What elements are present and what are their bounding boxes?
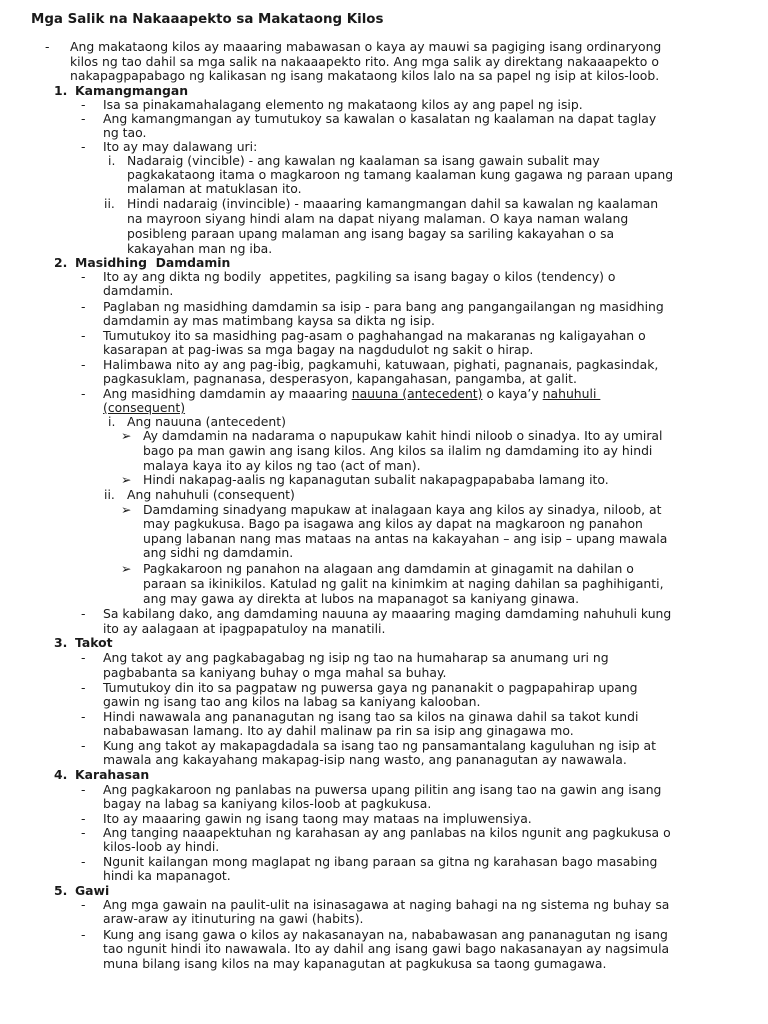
section-heading: Masidhing Damdamin (75, 255, 231, 270)
roman-numeral: ii. (104, 487, 115, 502)
dash-bullet: - (81, 782, 86, 797)
bullet-line: ng tao. (103, 125, 147, 140)
bullet-line: Tumutukoy din ito sa pagpataw ng puwersa gaya ng pananakit o pagpapahirap upang (103, 680, 638, 695)
arrow-item-line: ang sidhi ng damdamin. (143, 545, 294, 560)
arrow-item-line: Damdaming sinadyang mapukaw at inalagaan kaya ang kilos ay sinadya, niloob, at (143, 502, 662, 517)
arrow-item-line: ang may gawa ay direkta at lubos na mapanagot sa kaniyang ginawa. (143, 591, 580, 606)
sub-item-line: Hindi nadaraig (invincible) - maaaring kamangmangan dahil sa kawalan ng kaalaman (127, 196, 659, 211)
dash-bullet: - (81, 606, 86, 621)
bullet-line: Ngunit kailangan mong maglapat ng ibang paraan sa gitna ng karahasan bago masabing (103, 854, 658, 869)
bullet-line: Kung ang takot ay makapagdadala sa isang tao ng pansamantalang kaguluhan ng isip at (103, 738, 656, 753)
bullet-line: pagbabanta sa kaniyang buhay o mga mahal sa buhay. (103, 665, 447, 680)
dash-bullet: - (81, 927, 86, 942)
bullet-line: Ang mga gawain na paulit-ulit na isinasagawa at naging bahagi na ng sistema ng buhay sa (103, 897, 670, 912)
sub-item-line: kakayahan man ng iba. (127, 241, 273, 256)
bullet-line: Ang takot ay ang pagkabagabag ng isip ng tao na humaharap sa anumang uri ng (103, 650, 609, 665)
bullet-line: Ang tanging naaapektuhan ng karahasan ay ang panlabas na kilos ngunit ang pagkukusa o (103, 825, 671, 840)
dash-bullet: - (81, 139, 86, 154)
bullet-line: muna bilang isang kilos na may kapanagutan at pagkukusa sa taong gumagawa. (103, 956, 607, 971)
bullet-line: tao ngunit hindi ito nawawala. Ito ay dahil ang isang gawi bago nakasanayan ay nagsimula (103, 941, 670, 956)
bullet-line: Ito ay may dalawang uri: (103, 139, 258, 154)
dash-bullet: - (81, 386, 86, 401)
sub-item-line: pagkakataong itama o magkaroon ng tamang kaalaman kung gagawa ng paraan upang (127, 167, 674, 182)
arrow-item-line: malaya kaya ito ay kilos ng tao (act of man). (143, 458, 421, 473)
section-number: 5. (54, 883, 68, 898)
sub-item-line: na mayroon siyang hindi alam na dapat niyang malaman. O kaya naman walang (127, 211, 629, 226)
sub-item-line: posibleng paraan upang malaman ang isang bagay sa sariling kakayahan o sa (127, 226, 615, 241)
bullet-line: Paglaban ng masidhing damdamin sa isip - para bang ang pangangailangan ng masidhing (103, 299, 664, 314)
underlined-term-consequent: nahuhuli (542, 386, 601, 401)
bullet-line: nababawasan lamang. Ito ay dahil malinaw pa rin sa isip ang ginagawa mo. (103, 723, 574, 738)
bullet-line: damdamin ay mas matimbang kaysa sa dikta ng isip. (103, 313, 435, 328)
intro-line: nakapagpapabago ng kalikasan ng isang makataong kilos lalo na sa papel ng isip at kilos-loob. (70, 68, 660, 83)
intro-line: kilos ng tao dahil sa mga salik na nakaaapekto rito. Ang mga salik ay direktang nakaaapekto o (70, 54, 659, 69)
dash-bullet: - (81, 825, 86, 840)
section-number: 4. (54, 767, 68, 782)
sub-item-label: Ang nahuhuli (consequent) (127, 487, 295, 502)
roman-numeral: i. (108, 414, 116, 429)
underlined-term-consequent: (consequent) (103, 400, 186, 415)
bullet-line: kilos-loob ay hindi. (103, 839, 220, 854)
bullet-line: Ang kamangmangan ay tumutukoy sa kawalan o kasalatan ng kaalaman na dapat taglay (103, 111, 657, 126)
arrow-bullet-icon: ➢ (121, 502, 132, 517)
sub-item-line: Nadaraig (vincible) - ang kawalan ng kaalaman sa isang gawain subalit may (127, 153, 600, 168)
section-number: 2. (54, 255, 68, 270)
bullet-line: hindi ka mapanagot. (103, 868, 231, 883)
dash-bullet: - (81, 269, 86, 284)
bullet-line: Halimbawa nito ay ang pag-ibig, pagkamuhi, katuwaan, pighati, pagnanais, pagkasindak, (103, 357, 659, 372)
bullet-line: Ang pagkakaroon ng panlabas na puwersa upang pilitin ang isang tao na gawin ang isang (103, 782, 662, 797)
bullet-text: Ang masidhing damdamin ay maaaring (103, 386, 352, 401)
bullet-line: Hindi nawawala ang pananagutan ng isang tao sa kilos na ginawa dahil sa takot kundi (103, 709, 639, 724)
bullet-line: Kung ang isang gawa o kilos ay nakasanayan na, nababawasan ang pananagutan ng isang (103, 927, 668, 942)
roman-numeral: ii. (104, 196, 115, 211)
section-heading: Kamangmangan (75, 83, 189, 98)
dash-bullet: - (45, 39, 50, 54)
section-number: 3. (54, 635, 68, 650)
bullet-line: gawin ng isang tao ang kilos na labag sa kaniyang kalooban. (103, 694, 481, 709)
section-heading: Karahasan (75, 767, 150, 782)
arrow-bullet-icon: ➢ (121, 472, 132, 487)
arrow-item-line: bago pa man gawin ang isang kilos. Ang kilos sa ilalim ng damdaming ito ay hindi (143, 443, 653, 458)
bullet-line: Ito ay ang dikta ng bodily appetites, pagkiling sa isang bagay o kilos (tendency) o (103, 269, 616, 284)
section-heading: Takot (75, 635, 113, 650)
bullet-line: pagkasuklam, pagnanasa, desperasyon, kapangahasan, pangamba, at galit. (103, 371, 577, 386)
document-title: Mga Salik na Nakaaapekto sa Makataong Kilos (31, 12, 384, 27)
bullet-line: kasarapan at pag-iwas sa mga bagay na nagdudulot ng sakit o hirap. (103, 342, 534, 357)
bullet-text: o kaya’y (482, 386, 543, 401)
bullet-line: mawala ang kakayahang makapag-isip nang wasto, ang pananagutan ay nawawala. (103, 752, 627, 767)
bullet-line: araw-araw ay itinuturing na gawi (habits). (103, 911, 364, 926)
dash-bullet: - (81, 811, 86, 826)
arrow-item-line: paraan sa ikinikilos. Katulad ng galit na kinimkim at naging dahilan sa paghihiganti, (143, 576, 664, 591)
bullet-line: Ito ay maaaring gawin ng isang taong may mataas na impluwensiya. (103, 811, 532, 826)
bullet-line: Isa sa pinakamahalagang elemento ng makataong kilos ay ang papel ng isip. (103, 97, 583, 112)
bullet-line: ito ay aalagaan at ipagpapatuloy na manatili. (103, 621, 386, 636)
roman-numeral: i. (108, 153, 116, 168)
arrow-bullet-icon: ➢ (121, 561, 132, 576)
dash-bullet: - (81, 97, 86, 112)
dash-bullet: - (81, 328, 86, 343)
dash-bullet: - (81, 299, 86, 314)
dash-bullet: - (81, 680, 86, 695)
arrow-item-line: upang labanan nang mas mataas na antas na kakayahan – ang isip – upang mawala (143, 531, 668, 546)
bullet-line: Tumutukoy ito sa masidhing pag-asam o paghahangad na makaranas ng kaligayahan o (103, 328, 646, 343)
sub-item-label: Ang nauuna (antecedent) (127, 414, 286, 429)
dash-bullet: - (81, 738, 86, 753)
dash-bullet: - (81, 357, 86, 372)
arrow-item-line: may pagkukusa. Bago pa isagawa ang kilos ay dapat na magkaroon ng panahon (143, 516, 643, 531)
bullet-line: damdamin. (103, 283, 174, 298)
dash-bullet: - (81, 897, 86, 912)
arrow-item-line: Pagkakaroon ng panahon na alagaan ang damdamin at ginagamit na dahilan o (143, 561, 634, 576)
dash-bullet: - (81, 111, 86, 126)
dash-bullet: - (81, 650, 86, 665)
arrow-item-line: Hindi nakapag-aalis ng kapanagutan subalit nakapagpapababa lamang ito. (143, 472, 609, 487)
intro-line: Ang makataong kilos ay maaaring mabawasan o kaya ay mauwi sa pagiging isang ordinaryong (70, 39, 662, 54)
underlined-term-antecedent: nauuna (antecedent) (351, 386, 483, 401)
arrow-item-line: Ay damdamin na nadarama o napupukaw kahit hindi niloob o sinadya. Ito ay umiral (143, 428, 663, 443)
sub-item-line: malaman at matuklasan ito. (127, 181, 302, 196)
section-number: 1. (54, 83, 68, 98)
bullet-line: bagay na labag sa kaniyang kilos-loob at pagkukusa. (103, 796, 432, 811)
dash-bullet: - (81, 709, 86, 724)
arrow-bullet-icon: ➢ (121, 428, 132, 443)
dash-bullet: - (81, 854, 86, 869)
section-heading: Gawi (75, 883, 110, 898)
bullet-line: Sa kabilang dako, ang damdaming nauuna ay maaaring maging damdaming nahuhuli kung (103, 606, 672, 621)
